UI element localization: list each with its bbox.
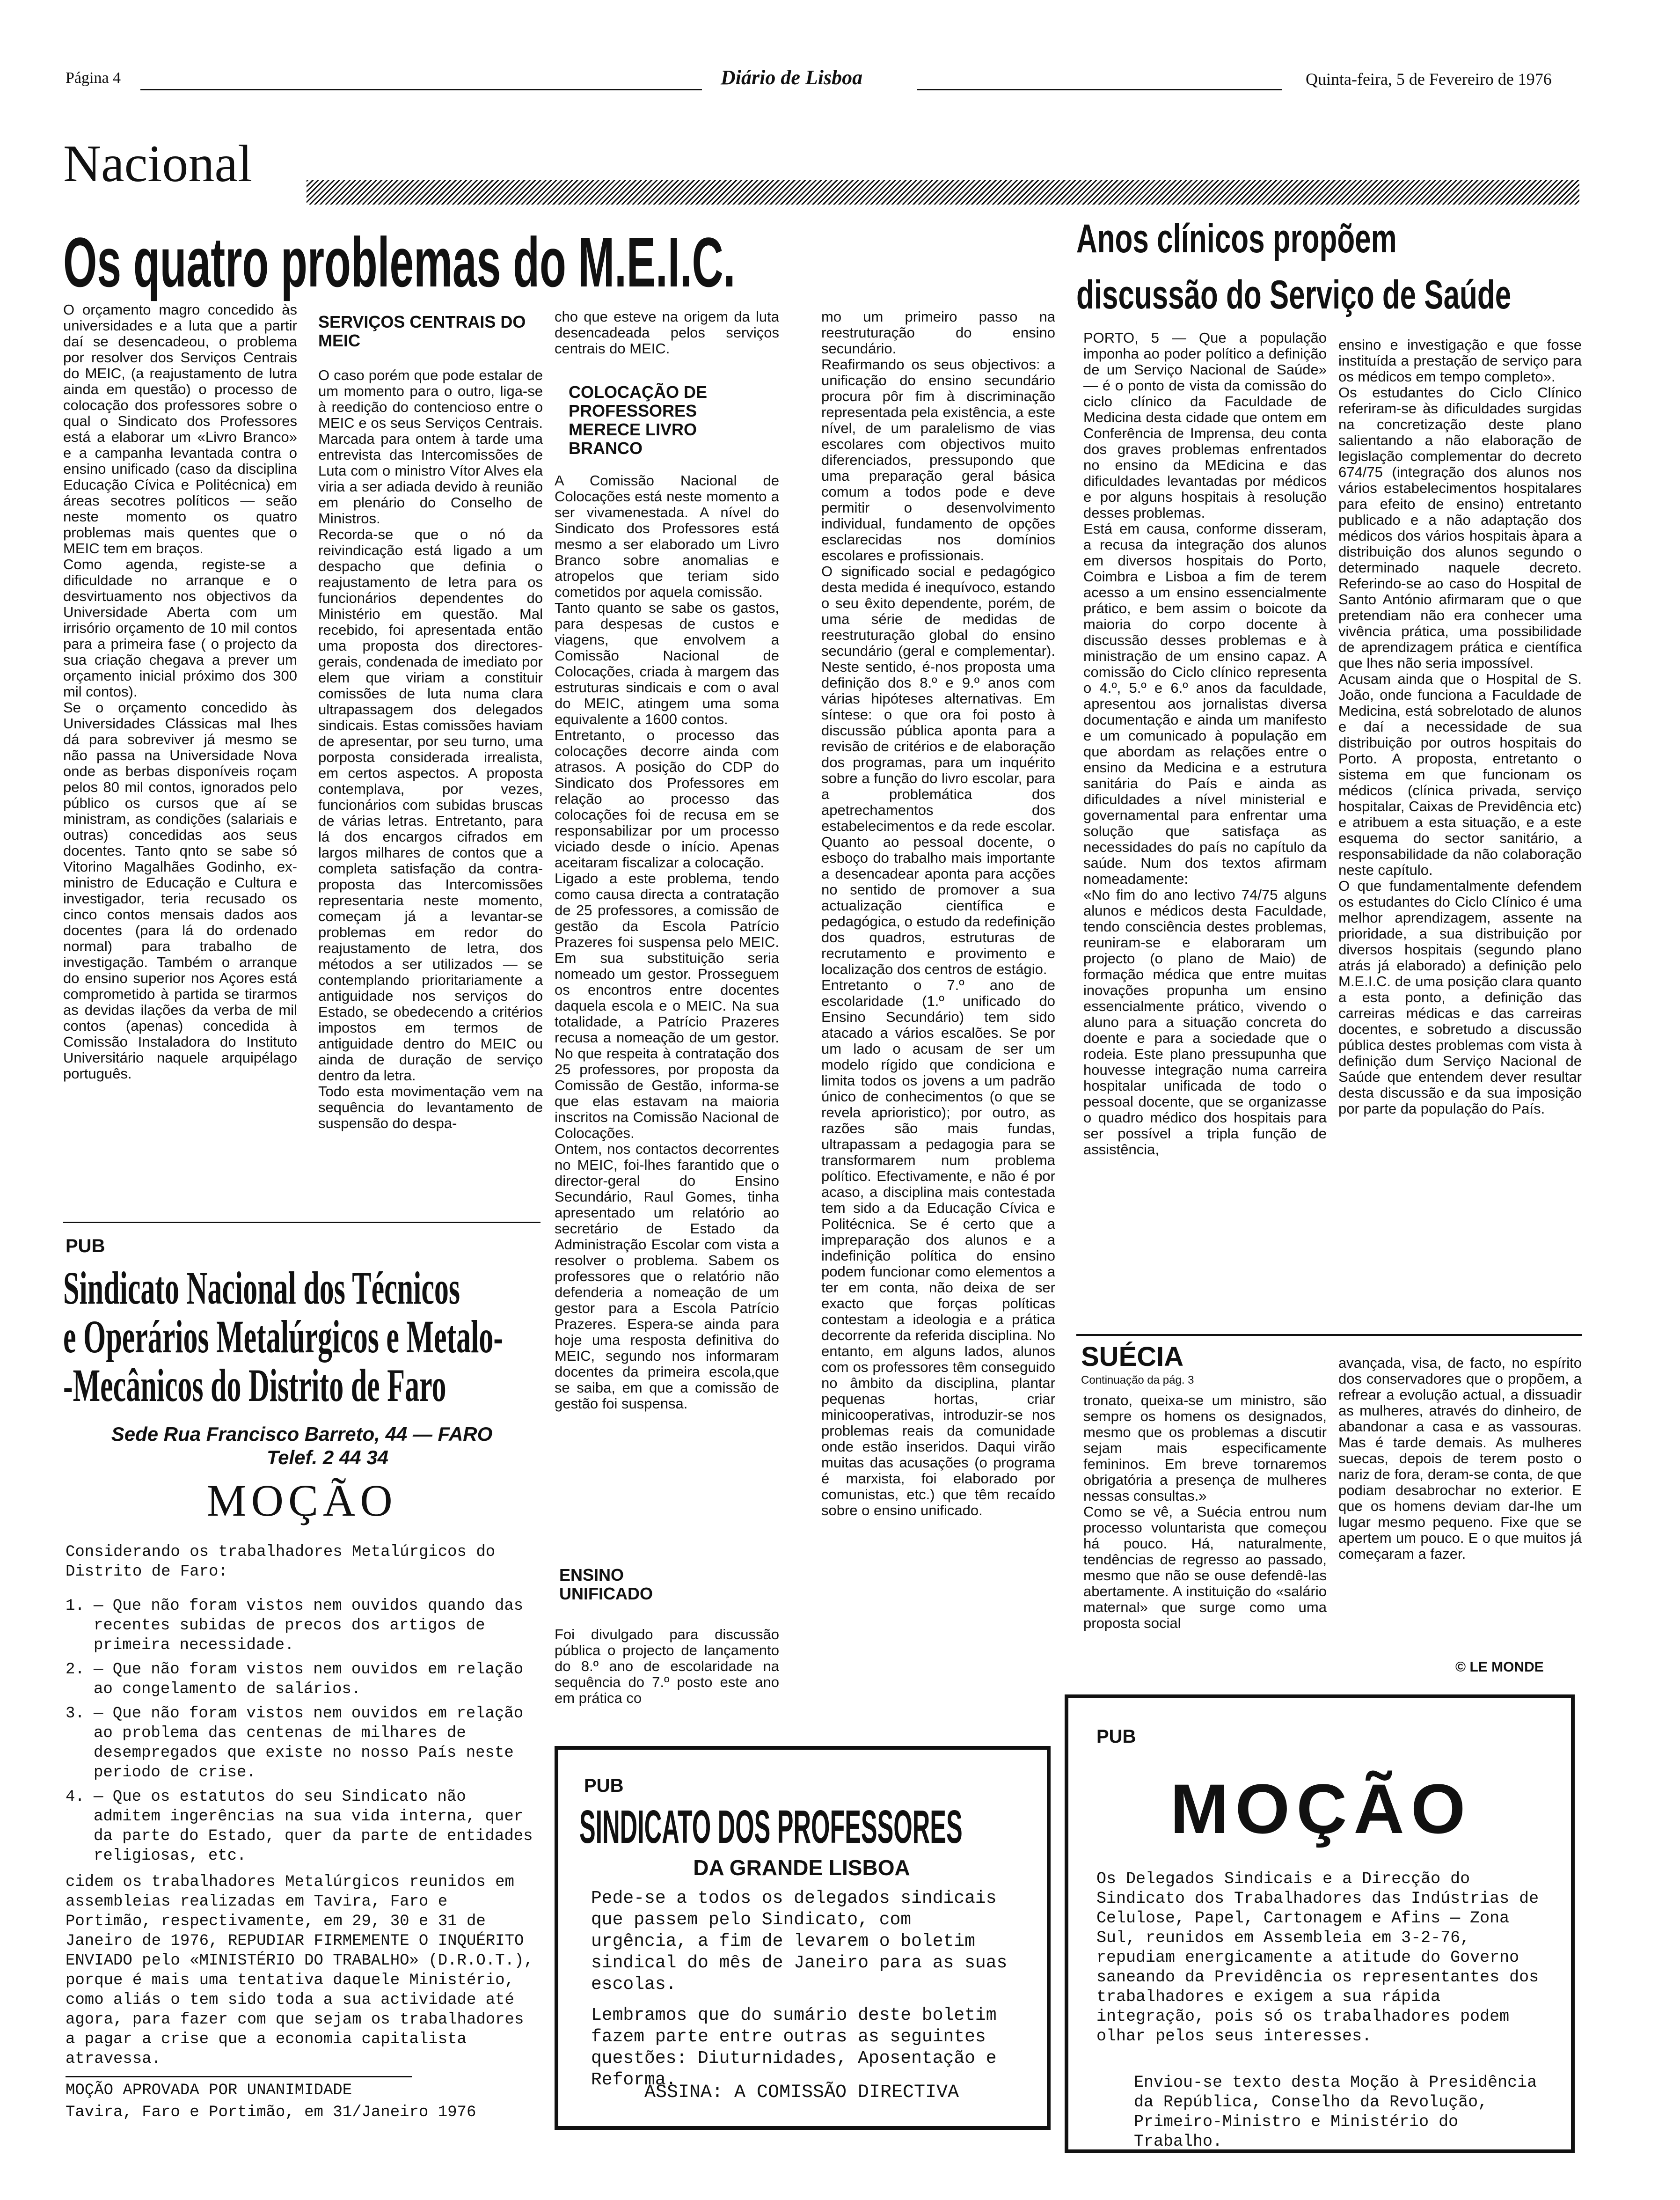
ensino-unificado-subhead: ENSINO UNIFICADO [559, 1565, 653, 1603]
metal-pub-item-text: — Que os estatutos do seu Sindicato não admitem ingerências na sua vida interna, quer da parte do Estado, quer da parte de entidades religiosas, etc. [94, 1788, 533, 1865]
main-col-2: O caso porém que pode estalar de um momento para o outro, liga-se à reedição do contencioso entre o MEIC e os seus Serviços Centrais. Marcada para ontem à tarde uma entrevista das Intercomissões de Luta com o ministro Vítor Alves ela viria a ser adiada devido à reunião em plenário do Conselho de Ministros. Recorda-se que o nó da reivindicação está ligado a um despacho que definia o reajustamento de letra para os funcionários dependentes do Ministério em questão. Mal recebido, foi apresentada então uma proposta dos directores-gerais, condenada de imediato por elem que viriam a constituir comissões de luta numa clara ultrapassagem dos delegados sindicais. Estas comissões haviam de apresentar, por seu turno, uma porposta considerada irrealista, em certos aspectos. A proposta contemplava, por vezes, funcionários com subidas bruscas de várias letras. Entretanto, para lá dos encargos cifrados em largos milhares de contos que a completa satisfação da contra-proposta das Intercomissões representaria neste momento, começam já a levantar-se problemas em redor do reajustamento de letra, dos métodos a ser utilizados — se contemplando prioritariamente a antiguidade nos serviços do Estado, se obedecendo a critérios impostos em termos de antiguidade dentro do MEIC ou ainda de duração de serviço dentro da letra. Todo esta movimentação vem na sequência do levantamento de suspensão do despa- [318, 367, 543, 1131]
prof-pub-signed: ASSINA: A COMISSÃO DIRECTIVA [644, 2082, 959, 2103]
metal-pub-item [66, 1704, 541, 1782]
metal-pub-label: PUB [66, 1236, 105, 1256]
prof-pub-label: PUB [584, 1775, 624, 1796]
celulose-pub-title: MOÇÃO [1170, 1769, 1472, 1848]
metal-pub-body: cidem os trabalhadores Metalúrgicos reunidos em assembleias realizadas em Tavira, Faro e Portimão, respectivamente, em 29, 30 e 31 de Janeiro de 1976, REPUDIAR FIRMEMENTE O INQUÉRITO ENVIADO pelo «MINISTÉRIO DO TRABALHO» (D.R.O.T.), porque é mais uma tentativa daquele Ministério, como aliás o tem sido toda a sua actividade até agora, para fazer com que sejam os trabalhadores a pagar a crise que a economia capitalista atravessa. [66, 1873, 533, 2068]
section-hatch-band [307, 180, 1579, 205]
newspaper-name: Diário de Lisboa [721, 66, 863, 89]
metal-pub-items [66, 1596, 541, 1870]
metal-pub-org-line3: -Mecânicos do Distrito de Faro [63, 1359, 446, 1411]
celulose-pub-para1: Os Delegados Sindicais e a Direcção do Sindicato dos Trabalhadores das Indústrias de Celulose, Papel, Cartonagem e Afins — Zona Sul, reunidos em Assembleia em 3-2-76, repudiam energicamente a atitude do Governo saneando da Previdência os representantes dos trabalhadores e exigem a sua rápida integração, pois só os trabalhadores podem olhar pelos seus interesses. [1096, 1870, 1539, 2046]
metal-pub-sign-rule [66, 2076, 412, 2077]
metal-pub-sede: Sede Rua Francisco Barreto, 44 — FARO [111, 1423, 493, 1445]
metal-pub-org [63, 1264, 559, 1410]
metal-pub-item-text: — Que não foram vistos nem ouvidos em relação ao congelamento de salários. [94, 1661, 524, 1698]
main-col-1: O orçamento magro concedido às universidades e a luta que a partir daí se desencadeou, o problema por resolver dos Serviços Centrais do MEIC, (a reajustamento de lutra ainda em questão) o processo de colocação dos professores sobre o qual o Sindicato dos Professores está a elaborar um «Livro Branco» e a campanha levantada contra o ensino unificado (caso da disciplina Educação Cívica e Politécnica) em áreas secotres políticos — seão neste momento os quatro problemas mais quentes que o MEIC tem em braços. Como agenda, registe-se a dificuldade no arranque e o desvirtuamento nos objectivos da Universidade Aberta com um irrisório orçamento de 10 mil contos para a primeira fase ( o projecto da sua criação chegava a prever um orçamento inicial próximo dos 300 mil contos). Se o orçamento concedido às Universidades Clássicas mal lhes dá para sobreviver já mesmo se não passa na Universidade Nova onde as berbas disponíveis roçam pelos 80 mil contos, ignorados pelo público os cursos que aí se ministram, as condições (salariais e outras) concedidas aos seus docentes. Tanto qnto se sabe só Vitorino Magalhães Godinho, ex-ministro de Educação e Cultura e investigador, teria recusado os cinco contos mensais dados aos docentes (para lá do ordenado normal) para trabalho de investigação. Também o arranque do ensino superior nos Açores está comprometido à partida se tirarmos as devidas ilações da verba de mil contos (apenas) concedida à Comissão Instaladora do Instituto Universitário naquele arquipélago português. [63, 301, 297, 1082]
page-number: Página 4 [66, 69, 121, 87]
section-title: Nacional [63, 135, 253, 193]
celulose-pub-box [1065, 1694, 1575, 2153]
main-col-3-end: Foi divulgado para discussão pública o projecto de lançamento do 8.º ano de escolaridade na sequência do 7.º posto este ano em prática co [555, 1626, 779, 1706]
main-col-2-subhead: SERVIÇOS CENTRAIS DO MEIC [318, 312, 526, 350]
celulose-pub-para2: Enviou-se texto desta Moção à Presidência da República, Conselho da Revolução, Primeiro-Ministro e Ministério do Trabalho. [1134, 2073, 1537, 2151]
saude-headline-line1-wrap [1076, 218, 1591, 260]
suecia-col-1: tronato, queixa-se um ministro, são sempre os homens os designados, mesmo que os problemas a discutir sejam mais especificamente femininos. Em breve tornaremos obrigatória a presença de mulheres nessas consultas.» Como se vê, a Suécia entrou num processo voluntarista que começou há pouco. Há, naturalmente, tendências de regresso ao passado, mesmo que não se ouse defendê-las abertamente. A instituição do «salário maternal» que surge como uma proposta social [1083, 1392, 1327, 1631]
suecia-title: SUÉCIA [1081, 1342, 1184, 1372]
main-col-3-top: cho que esteve na origem da luta desencadeada pelos serviços centrais do MEIC. [555, 308, 779, 357]
masthead-rule-left [140, 89, 702, 90]
saude-col-2: ensino e investigação e que fosse instituída a prestação de serviço para os médicos em tempo completo». Os estudantes do Ciclo Clínico referiram-se às dificuldades surgidas na concretização deste plano salientando a não elaboração de legislação complementar do decreto 674/75 (integração dos alunos nos vários estabelecimentos hospitalares para efeito de ensino) entretanto publicado e a não adaptação dos médicos dos vários hospitais àpara a distribuição dos alunos segundo o determinado naquele decreto. Referindo-se ao caso do Hospital de Santo António afirmaram que o que pretendiam não era conhecer uma vivência prática, uma possibilidade de aprendizagem prática e científica que lhes não seria impossível. Acusam ainda que o Hospital de S. João, onde funciona a Faculdade de Medicina, está sobrelotado de alunos e daí a necessidade de sua distribuição por outros hospitais do Porto. A proposta, entretanto o sistema em que funcionam os médicos (clínica privada, serviço hospitalar, Caixas de Previdência etc) e atribuem a esta situação, e a este esquema do sector sanitário, a responsabilidade da não colaboração neste capítulo. O que fundamentalmente defendem os estudantes do Ciclo Clínico é uma melhor aprendizagem, assente na prioridade, a sua distribuição por diversos hospitais (segundo plano atrás já elaborado) a definição pelo M.E.I.C. de uma posição clara quanto a esta ponto, a definição das carreiras médicas e das carreiras docentes, e sobretudo a discussão pública destes problemas com vista à definição dum Serviço Nacional de Saúde que entendem dever resultar desta discussão e da sua imposição por parte da população do País. [1338, 337, 1582, 1117]
metal-pub-item-number: 2. [66, 1661, 85, 1679]
prof-pub-para2: Lembramos que do sumário deste boletim fazem parte entre outras as seguintes questões: Diuturnidades, Aposentação e Reforma. [591, 2005, 997, 2090]
saude-headline-line2: discussão do Serviço de Saúde [1076, 272, 1512, 317]
metal-pub-item [66, 1660, 541, 1699]
metal-pub-org-line1: Sindicato Nacional dos Técnicos [63, 1262, 460, 1314]
issue-date: Quinta-feira, 5 de Fevereiro de 1976 [1306, 70, 1552, 88]
metal-pub-item-text: — Que não foram vistos nem ouvidos quando das recentes subidas de precos dos artigos de primeira necessidade. [94, 1597, 524, 1654]
metal-pub-item-text: — Que não foram vistos nem ouvidos em relação ao problema das centenas de milhares de desempregados que existe no nosso País neste periodo de crise. [94, 1705, 524, 1782]
main-headline: Os quatro problemas do M.E.I.C. [63, 223, 736, 301]
prof-pub-para1: Pede-se a todos os delegados sindicais que passem pelo Sindicato, com urgência, a fim de levarem o boletim sindical do mês de Janeiro para as suas escolas. [591, 1888, 1008, 1995]
metal-pub-org-line2: e Operários Metalúrgicos e Metalo- [63, 1311, 503, 1363]
suecia-col-2: avançada, visa, de facto, no espírito dos conservadores que o propõem, a refrear a evolução actual, a dissuadir as mulheres, através do dinheiro, de abandonar a casa e as vassouras. Mas é tarde demais. As mulheres suecas, depois de terem posto o nariz de fora, deram-se conta, de que podiam desabrochar no exterior. E que os homens deviam dar-lhe um lugar mesmo pequeno. Fixe que se apertem um pouco. E o que muitos já começaram a fazer. [1338, 1355, 1582, 1562]
prof-pub-title-wrap [579, 1801, 1029, 1853]
prof-pub-subtitle: DA GRANDE LISBOA [693, 1855, 910, 1880]
main-col-3-subhead: COLOCAÇÃO DE PROFESSORES MERECE LIVRO BRANCO [569, 382, 707, 458]
prof-pub-box [555, 1746, 1051, 2130]
metal-pub-item-number: 4. [66, 1788, 85, 1806]
suecia-top-rule [1076, 1334, 1582, 1336]
metal-pub-title: MOÇÃO [206, 1475, 397, 1525]
metal-pub-item [66, 1596, 541, 1655]
metal-pub-approved: MOÇÃO APROVADA POR UNANIMIDADE [66, 2082, 352, 2099]
metal-pub-item-number: 3. [66, 1705, 85, 1723]
metal-pub-place: Tavira, Faro e Portimão, em 31/Janeiro 1976 [66, 2104, 476, 2121]
prof-pub-title: SINDICATO DOS PROFESSORES [579, 1801, 963, 1853]
saude-headline-line2-wrap [1076, 274, 1591, 316]
metal-pub-top-rule [63, 1222, 541, 1223]
metal-pub-item [66, 1787, 541, 1866]
saude-col-1: PORTO, 5 — Que a população imponha ao poder político a definição de um Serviço Nacional de Saúde» — é o ponto de vista da comissão do ciclo clínico da Faculdade de Medicina desta cidade que ontem em Conferência de Imprensa, deu conta dos graves problemas enfrentados no ensino da MEdicina e das dificuldades levantadas por médicos e por alguns hospitais à resolução desses problemas. Está em causa, conforme disseram, a recusa da integração dos alunos em diversos hospitais do Porto, Coimbra e Lisboa a fim de terem acesso a um ensino essencialmente prático, e bem assim o boicote da maioria do corpo docente à discussão desses problemas e à ministração de um ensino capaz. A comissão do Ciclo clínico representa o 4.º, 5.º e 6.º anos da faculdade, apresentou aos jornalistas diversa documentação e ainda um manifesto e um comunicado à população em que abordam as relações entre o ensino da Medicina e a estrutura sanitária do País e ainda as dificuldades a nível ministerial e governamental para enfrentar uma solução que satisfaça as necessidades do país no capítulo da saúde. Num dos textos afirmam nomeadamente: «No fim do ano lectivo 74/75 alguns alunos e médicos desta Faculdade, tendo consciência destes problemas, reuniram-se e elaboraram um projecto (o plano de Maio) de formação médica que entre muitas inovações propunha um ensino essencialmente prático, vivendo o aluno para a situação concreta do doente e para a sociedade que o rodeia. Este plano pressupunha que houvesse integração numa carreira hospitalar unificada de todo o pessoal docente, que se organizasse o quadro médico dos hospitais para ser possível a tripla função de assistência, [1083, 330, 1327, 1158]
main-headline-wrap [63, 223, 1046, 301]
saude-headline-line1: Anos clínicos propõem [1076, 216, 1397, 261]
masthead-rule-right [917, 89, 1282, 90]
main-col-3: A Comissão Nacional de Colocações está neste momento a ser vivamenestada. A nível do Sindicato dos Professores está mesmo a ser elaborado um Livro Branco sobre anomalias e atropelos que teriam sido cometidos por aquela comissão. Tanto quanto se sabe os gastos, para despesas de custos e viagens, que envolvem a Comissão Nacional de Colocações, criada à margem das estruturas sindicais e com o aval do MEIC, atingem uma soma equivalente a 1600 contos. Entretanto, o processo das colocações decorre ainda com atrasos. A posição do CDP do Sindicato dos Professores em relação ao processo das colocações foi de recusa em se responsabilizar por um processo viciado desde o início. Apenas aceitaram fiscalizar a colocação. Ligado a este problema, tendo como causa directa a contratação de 25 professores, a comissão de gestão da Escola Patrício Prazeres foi suspensa pelo MEIC. Em sua substituição seria nomeado um gestor. Prosseguem os encontros entre docentes daquela escola e o MEIC. Na sua totalidade, a Patrício Prazeres recusa a nomeação de um gestor. No que respeita à contratação dos 25 professores, por proposta da Comissão de Gestão, informa-se que elas estavam na maioria inscritos na Comissão Nacional de Colocações. Ontem, nos contactos decorrentes no MEIC, foi-lhes farantido que o director-geral do Ensino Secundário, Raul Gomes, tinha apresentado um relatório ao secretário de Estado da Administração Escolar com vista a resolver o problema. Sabem os professores que o relatório não defenderia a nomeação de um gestor para a Escola Patrício Prazeres. Espera-se ainda para hoje uma resposta definitiva do MEIC, segundo nos informaram docentes da primeira escola,que se saiba, em que a comissão de gestão foi suspensa. [555, 472, 779, 1412]
metal-pub-telef: Telef. 2 44 34 [267, 1446, 388, 1468]
metal-pub-intro: Considerando os trabalhadores Metalúrgicos do Distrito de Faro: [66, 1543, 496, 1581]
celulose-pub-label: PUB [1096, 1726, 1136, 1747]
main-col-4: mo um primeiro passo na reestruturação do ensino secundário. Reafirmando os seus objectivos: a unificação do ensino secundário procura pôr fim à discriminação representada pela existência, a este nível, de um paralelismo de vias escolares com objectivos muito diferenciados, pressupondo que uma preparação geral básica comum a todos pode e deve permitir o desenvolvimento individual, fundamento de opções esclarecidas nos domínios escolares e profissionais. O significado social e pedagógico desta medida é inequívoco, estando o seu êxito dependente, porém, de uma série de medidas de reestruturação global do ensino secundário (geral e complementar). Neste sentido, é-nos proposta uma definição dos 8.º e 9.º anos com várias hipóteses alternativas. Em síntese: o que ora foi posto à discussão pública aponta para a revisão de critérios e de elaboração dos programas, para um inquérito sobre a função do livro escolar, para a problemática dos apetrechamentos dos estabelecimentos e da rede escolar. Quanto ao pessoal docente, o esboço do trabalho mais importante a desencadear aponta para acções no sentido de promover a sua actualização científica e pedagógica, o estudo da redefinição dos quadros, estruturas de recrutamento e provimento e localização dos centros de estágio. Entretanto o 7.º ano de escolaridade (1.º unificado do Ensino Secundário) tem sido atacado a vários escalões. Se por um lado o acusam de ser um modelo rígido que condiciona e limita todos os jovens a um padrão único de conhecimentos (o que se revela aprioristico); por outro, as razões são mais fundas, ultrapassam a pedagogia para se transformarem num problema político. Efectivamente, e não é por acaso, a disciplina mais contestada tem sido a da Educação Cívica e Politécnica. Se é certo que a impreparação dos alunos e a indefinição política do ensino podem funcionar como elementos a ter em conta, não deixa de ser exacto que forças políticas contestam a ideologia e a prática decorrente da referida disciplina. No entanto, em alguns lados, alunos com os professores têm conseguido no âmbito da disciplina, plantar pequenas hortas, criar minicooperativas, introduzir-se nos problemas reais da comunidade onde estão inseridos. Daqui virão muitas das acusações (o programa é marxista, foi elaborado por comunistas, etc.) que têm recaído sobre o ensino unificado. [821, 308, 1055, 1518]
metal-pub-item-number: 1. [66, 1597, 85, 1615]
le-monde-credit: © LE MONDE [1455, 1659, 1544, 1675]
suecia-continued: Continuação da pág. 3 [1081, 1374, 1194, 1386]
